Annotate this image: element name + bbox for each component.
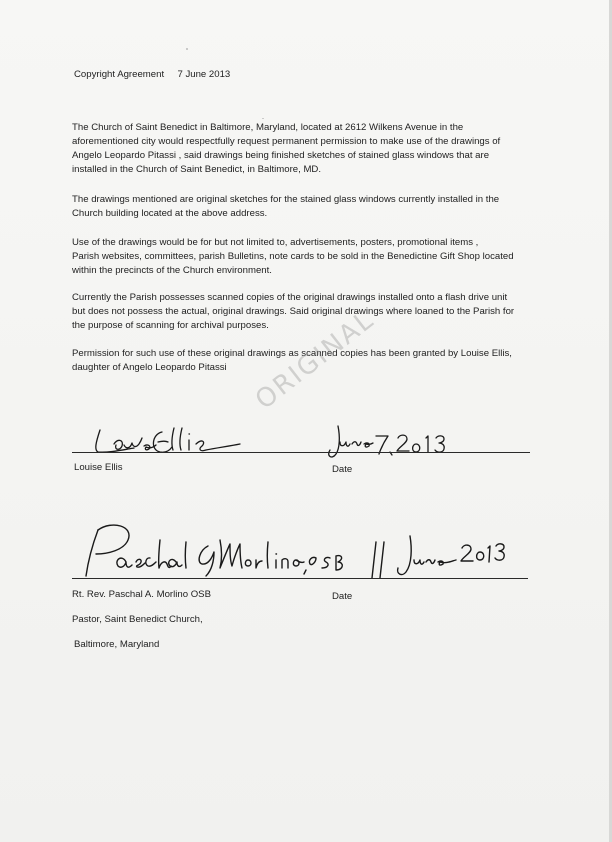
signature-line-2 [72, 578, 528, 579]
date-label: Date [332, 464, 353, 475]
document-title: Copyright Agreement [74, 69, 165, 80]
paragraph-use [72, 236, 534, 278]
paragraph-line: The drawings mentioned are original sketches for the stained glass windows currently installed in the [72, 194, 500, 205]
paragraph-line: aforementioned city would respectfully request permanent permission to make use of the drawings of [72, 136, 501, 147]
document-header [74, 68, 230, 82]
paragraph-line: Use of the drawings would be for but not limited to, advertisements, posters, promotional items , [72, 237, 479, 248]
paragraph-line: but does not possess the actual, original drawings. Said original drawings where loaned to the Parish for [72, 306, 515, 317]
scan-speck [186, 48, 188, 50]
document-date: 7 June 2013 [177, 69, 231, 80]
paragraph-line: Church building located at the above address. [72, 208, 268, 219]
signer-location: Baltimore, Maryland [74, 639, 160, 650]
paragraph-line: the purpose of scanning for archival purposes. [72, 320, 269, 331]
paragraph-request [72, 121, 534, 177]
original-watermark: ORIGINAL [250, 304, 381, 416]
scan-speck [262, 118, 264, 119]
paragraph-line: Angelo Leopardo Pitassi , said drawings being finished sketches of stained glass windows that are [72, 150, 490, 161]
paragraph-scanned-copies [72, 291, 534, 333]
signer-title: Pastor, Saint Benedict Church, [72, 614, 203, 625]
paragraph-line: Parish websites, committees, parish Bulletins, note cards to be sold in the Benedictine Gift Shop located [72, 251, 514, 262]
signature-date-paschal [368, 526, 518, 586]
signature-line-1 [72, 452, 530, 453]
paragraph-line: The Church of Saint Benedict in Baltimore, Maryland, located at 2612 Wilkens Avenue in the [72, 122, 464, 133]
paragraph-drawings [72, 193, 534, 221]
signature-date-louise [318, 420, 468, 464]
paragraph-line: Currently the Parish possesses scanned copies of the original drawings installed onto a flash drive unit [72, 292, 508, 303]
paragraph-line: daughter of Angelo Leopardo Pitassi [72, 362, 227, 373]
paragraph-line: Permission for such use of these original drawings as scanned copies has been granted by Louise Ellis, [72, 348, 512, 359]
signature-paschal-morlino [82, 516, 352, 586]
paragraph-line: installed in the Church of Saint Benedict, in Baltimore, MD. [72, 164, 322, 175]
date-label: Date [332, 591, 353, 602]
signer-name-label: Louise Ellis [74, 462, 123, 473]
signature-louise-ellis [88, 420, 248, 460]
signer-name-label: Rt. Rev. Paschal A. Morlino OSB [72, 589, 211, 600]
paragraph-line: within the precincts of the Church environment. [72, 265, 272, 276]
